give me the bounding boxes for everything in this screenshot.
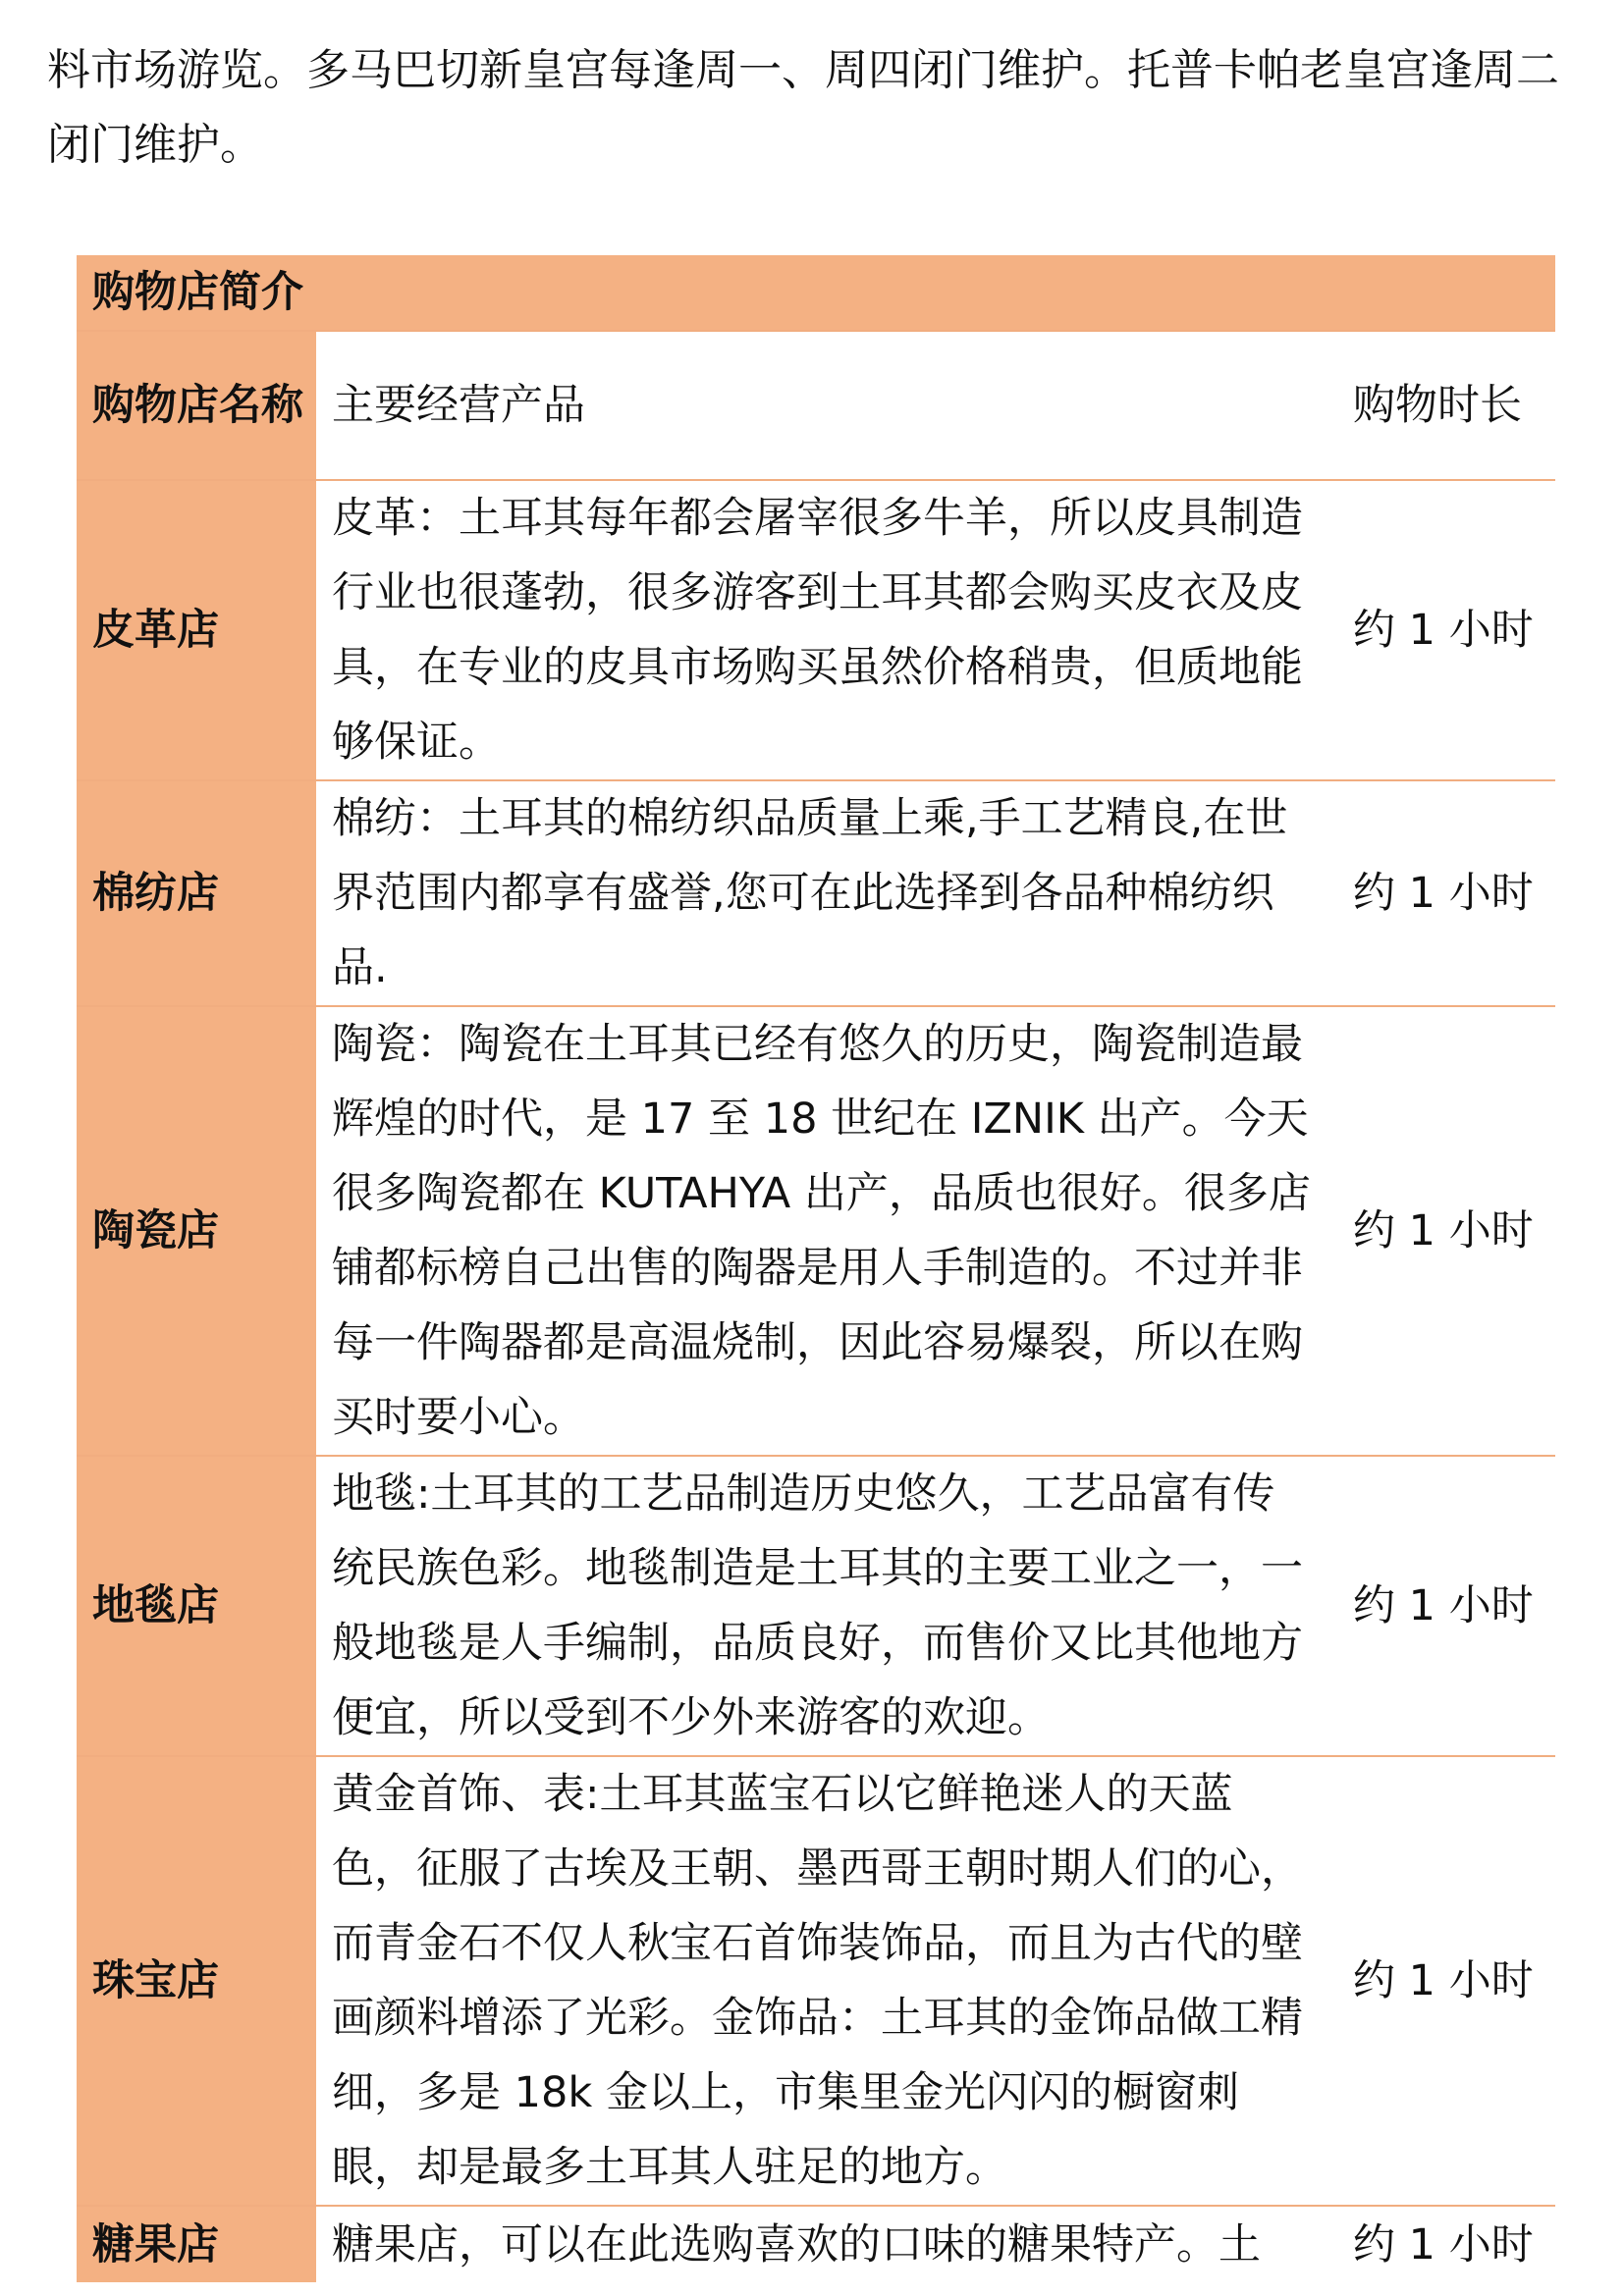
store-products: 皮革：土耳其每年都会屠宰很多牛羊，所以皮具制造行业也很蓬勃，很多游客到土耳其都会购买皮衣及皮具，在专业的皮具市场购买虽然价格稍贵，但质地能够保证。 bbox=[316, 480, 1324, 780]
header-main-products: 主要经营产品 bbox=[316, 331, 1324, 480]
header-shopping-duration: 购物时长 bbox=[1324, 331, 1555, 480]
table-row bbox=[77, 1756, 1555, 2206]
shopping-store-table bbox=[77, 255, 1555, 2282]
store-name: 陶瓷店 bbox=[77, 1006, 316, 1456]
store-duration: 约 1 小时 bbox=[1324, 1456, 1555, 1756]
table-row bbox=[77, 1006, 1555, 1456]
intro-paragraph: 料市场游览。多马巴切新皇宫每逢周一、周四闭门维护。托普卡帕老皇宫逢周二闭门维护。 bbox=[47, 45, 1559, 170]
store-products: 黄金首饰、表:土耳其蓝宝石以它鲜艳迷人的天蓝色，征服了古埃及王朝、墨西哥王朝时期人们的心，而青金石不仅人秋宝石首饰装饰品，而且为古代的壁画颜料增添了光彩。金饰品：土耳其的金饰品做工精细，多是 18k 金以上，市集里金光闪闪的橱窗刺眼，却是最多土耳其人驻足的地方。 bbox=[316, 1756, 1324, 2206]
table-title: 购物店简介 bbox=[77, 255, 1555, 331]
store-products: 棉纺：土耳其的棉纺织品质量上乘,手工艺精良,在世界范围内都享有盛誉,您可在此选择到各品种棉纺织品. bbox=[316, 780, 1324, 1006]
store-products: 陶瓷：陶瓷在土耳其已经有悠久的历史，陶瓷制造最辉煌的时代，是 17 至 18 世纪在 IZNIK 出产。今天很多陶瓷都在 KUTAHYA 出产，品质也很好。很多店铺都标榜自己出售的陶器是用人手制造的。不过并非每一件陶器都是高温烧制，因此容易爆裂，所以在购买时要小心。 bbox=[316, 1006, 1324, 1456]
store-duration: 约 1 小时 bbox=[1353, 2219, 1534, 2269]
store-name: 棉纺店 bbox=[77, 780, 316, 1006]
store-duration: 约 1 小时 bbox=[1324, 480, 1555, 780]
store-name: 糖果店 bbox=[77, 2206, 316, 2282]
table-row bbox=[77, 1456, 1555, 1756]
store-duration: 约 1 小时 bbox=[1324, 1756, 1555, 2206]
table-title-row bbox=[77, 255, 1555, 331]
store-duration: 约 1 小时 bbox=[1324, 780, 1555, 1006]
table-row bbox=[77, 480, 1555, 780]
store-name: 皮革店 bbox=[77, 480, 316, 780]
table-header-row bbox=[77, 331, 1555, 480]
store-products: 地毯:土耳其的工艺品制造历史悠久，工艺品富有传统民族色彩。地毯制造是土耳其的主要工业之一，一般地毯是人手编制，品质良好，而售价又比其他地方便宜，所以受到不少外来游客的欢迎。 bbox=[316, 1456, 1324, 1756]
table-row bbox=[77, 780, 1555, 1006]
header-store-name: 购物店名称 bbox=[77, 331, 316, 480]
store-name: 珠宝店 bbox=[77, 1756, 316, 2206]
store-duration: 约 1 小时 bbox=[1324, 1006, 1555, 1456]
store-products: 糖果店，可以在此选购喜欢的口味的糖果特产。土 bbox=[332, 2219, 1261, 2269]
store-name: 地毯店 bbox=[77, 1456, 316, 1756]
table-row bbox=[77, 2206, 1555, 2282]
